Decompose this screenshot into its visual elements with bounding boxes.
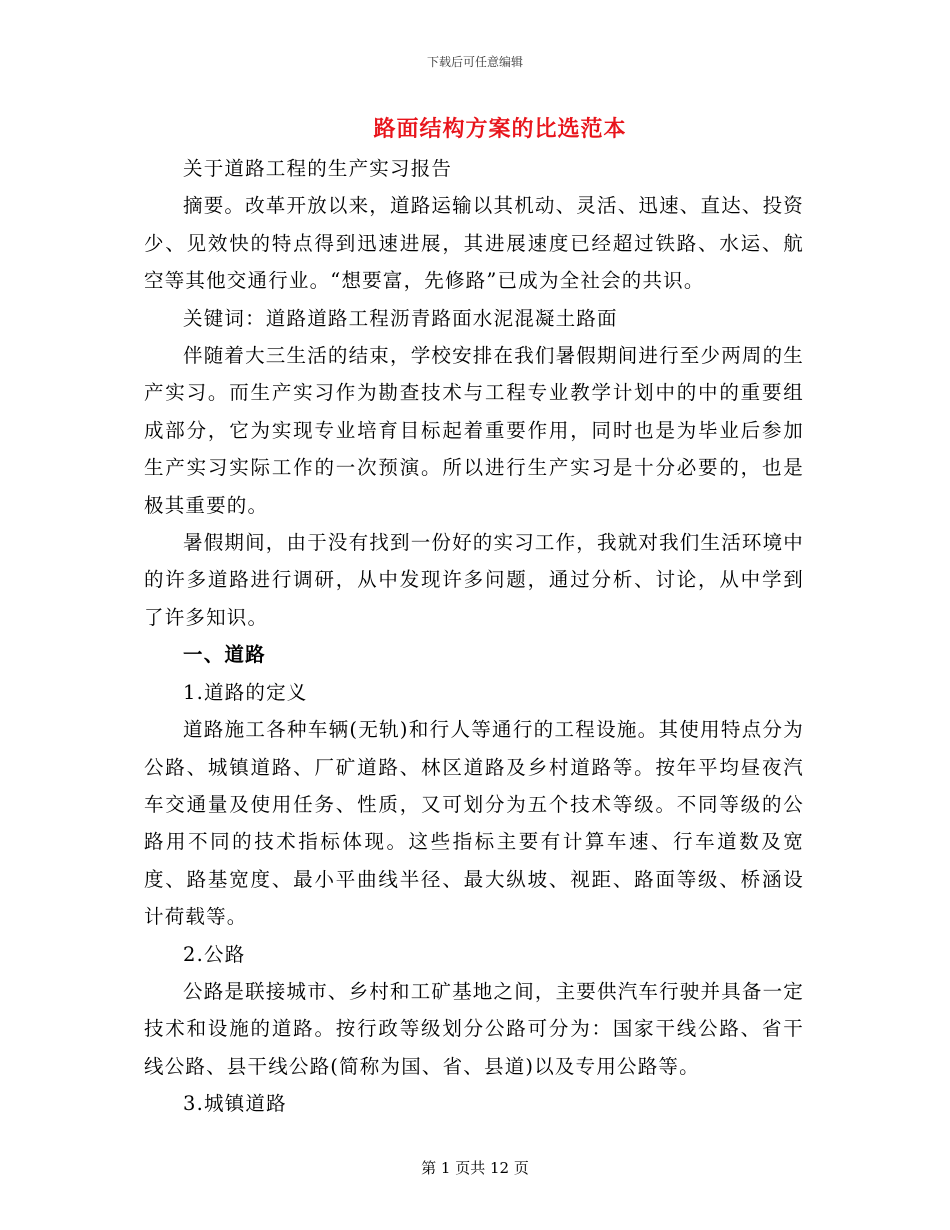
subheading-highway: 2.公路: [183, 942, 246, 966]
document-body: [144, 150, 804, 1123]
subheading-road-definition: 1.道路的定义: [183, 680, 308, 704]
section-heading-road: 一、道路: [183, 643, 266, 667]
summer-paragraph: 暑假期间，由于没有找到一份好的实习工作，我就对我们生活环境中的许多道路进行调研，从中发现许多问题，通过分析、讨论，从中学到了许多知识。: [144, 531, 805, 629]
intro-paragraph: 伴随着大三生活的结束，学校安排在我们暑假期间进行至少两周的生产实习。而生产实习作为勘查技术与工程专业教学计划中的中的重要组成部分，它为实现专业培育目标起着重要作用，同时也是为毕业后参加生产实习实际工作的一次预演。所以进行生产实习是十分必要的，也是极其重要的。: [144, 344, 805, 517]
abstract-paragraph: 摘要。改革开放以来，道路运输以其机动、灵活、迅速、直达、投资少、见效快的特点得到迅速进展，其进展速度已经超过铁路、水运、航空等其他交通行业。“想要富，先修路”已成为全社会的共识。: [144, 194, 805, 293]
road-definition-paragraph: 道路施工各种车辆(无轨)和行人等通行的工程设施。其使用特点分为公路、城镇道路、厂矿道路、林区道路及乡村道路等。按年平均昼夜汽车交通量及使用任务、性质，又可划分为五个技术等级。不同等级的公路用不同的技术指标体现。这些指标主要有计算车速、行车道数及宽度、路基宽度、最小平曲线半径、最大纵坡、视距、路面等级、桥涵设计荷载等。: [144, 718, 804, 929]
subheading-urban-road: 3.城镇道路: [183, 1092, 287, 1116]
highway-paragraph: 公路是联接城市、乡村和工矿基地之间，主要供汽车行驶并具备一定技术和设施的道路。按行政等级划分公路可分为：国家干线公路、省干线公路、县干线公路(简称为国、省、县道)以及专用公路等。: [144, 979, 805, 1078]
page-footer-number: 第 1 页共 12 页: [421, 1159, 529, 1177]
report-subtitle: 关于道路工程的生产实习报告: [183, 157, 453, 180]
page-header-note: 下载后可任意编辑: [426, 55, 523, 69]
keywords-paragraph: 关键词：道路道路工程沥青路面水泥混凝土路面: [183, 306, 618, 330]
document-title: 路面结构方案的比选范本: [373, 116, 627, 142]
